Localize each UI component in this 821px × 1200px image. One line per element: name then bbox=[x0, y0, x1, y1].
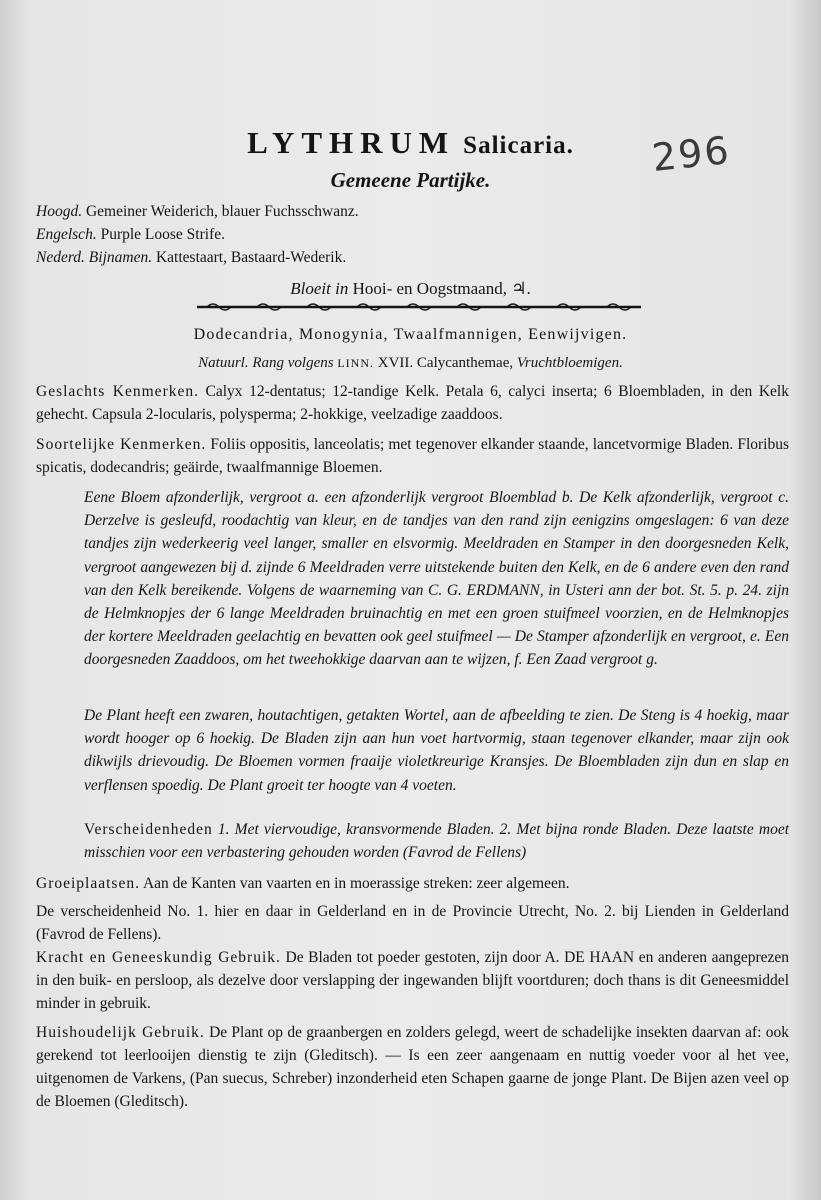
section-text: De Bladen tot poeder gestoten, zijn door A. DE HAAN en anderen aangeprezen in den buik- en persloop, als dezelve door verslapping der ingewanden blijft voortduren; doch thans is dit Geneesmiddel minder in gebruik. bbox=[36, 949, 790, 1012]
bloei-text: Hooi- en Oogstmaand, ♃. bbox=[352, 279, 531, 298]
linnaean-class: Dodecandria, Monogynia, Twaalfmannigen, Eenwijvigen. bbox=[193, 326, 628, 343]
section-groeiplaatsen bbox=[36, 872, 789, 895]
natural-order bbox=[0, 355, 821, 372]
page-number-handwritten: 296 bbox=[649, 128, 733, 180]
section-verscheidenheid-locaties bbox=[36, 900, 789, 946]
order-linn: LINN. bbox=[337, 356, 374, 370]
name-text: Kattestaart, Bastaard-Wederik. bbox=[155, 249, 347, 266]
description-plant: De Plant heeft een zwaren, houtachtigen, getakten Wortel, aan de afbeelding te zien. De Steng is 4 hoekig, maar wordt hooger op 6 hoekig. De Bladen zijn aan hun voet hartvormig, staan tegenover elkander, maar zijn ook dikwijls drievoudig. De Bloemen vormen fraaije violetkreurige Kransjes. De Bloembladen zijn dun en slap en verflensen spoedig. De Plant groeit ter hoogte van 4 voeten. bbox=[84, 707, 789, 794]
order-number: XVII. bbox=[377, 355, 414, 371]
section-geslachts bbox=[36, 380, 789, 426]
flowering-line bbox=[0, 279, 821, 299]
order-pre: Natuurl. Rang volgens bbox=[198, 355, 334, 371]
section-heading: Huishoudelijk Gebruik. bbox=[36, 1024, 205, 1041]
bloei-label: Bloeit in bbox=[290, 279, 349, 298]
section-text: De verscheidenheid No. 1. hier en daar in Gelderland en in de Provincie Utrecht, No. 2. bij Lienden in Gelderland (Favrod de Fellens). bbox=[36, 903, 789, 943]
section-heading: Kracht en Geneeskundig Gebruik. bbox=[36, 949, 281, 966]
name-hoogd bbox=[36, 203, 359, 221]
page-title bbox=[0, 125, 821, 161]
section-heading: Soortelijke Kenmerken. bbox=[36, 436, 207, 453]
description-flower: Eene Bloem afzonderlijk, vergroot a. een afzonderlijk vergroot Bloemblad b. De Kelk afzonderlijk, vergroot c. Derzelve is gesleufd, roodachtig van kleur, en de tandjes van den rand zijn eenigzins omgeslagen: 6 van deze tandjes zijn wederkeerig veel langer, smaller en elsvormig. Meeldraden en Stamper in den doorgesneden Kelk, vergroot aangewezen bij d. zijnde 6 Meeldraden verre uitstekende buiten den Kelk, en de 6 andere even den rand van den Kelk bereikende. Volgens de waarneming van C. G. ERDMANN, in Usteri ann der bot. St. 5. p. 24. zijn de Helmknopjes der 6 lange Meeldraden bruinachtig en met een groen stuifmeel voorzien, en de Helmknopjes der kortere Meeldraden geelachtig en bevatten ook geel stuifmeel — De Stamper afzonderlijk en vergroot, e. Een doorgesneden Zaaddoos, om het tweehokkige daarvan aan te wijzen, f. Een Zaad vergroot g. bbox=[84, 489, 789, 669]
section-text: Calyx 12-dentatus; 12-tandige Kelk. Petala 6, calyci inserta; 6 Bloembladen, in den Kelk gehecht. Capsula 2-locularis, polysperma; 2-hokkige, veelzadige zaaddoos. bbox=[36, 383, 789, 423]
section-heading: Groeiplaatsen. bbox=[36, 875, 140, 892]
name-text: Purple Loose Strife. bbox=[100, 226, 225, 243]
section-kracht bbox=[36, 946, 789, 1015]
name-label: Engelsch. bbox=[36, 226, 97, 243]
order-dutch: Vruchtbloemigen. bbox=[516, 355, 623, 371]
name-label: Nederd. Bijnamen. bbox=[36, 249, 153, 266]
name-nederd bbox=[36, 249, 346, 267]
section-heading: Verscheidenheden bbox=[84, 821, 213, 838]
dutch-name: Gemeene Partijke. bbox=[330, 168, 491, 192]
title-genus: LYTHRUM bbox=[247, 125, 456, 160]
section-text: Aan de Kanten van vaarten en in moerassige streken: zeer algemeen. bbox=[142, 875, 570, 892]
name-label: Hoogd. bbox=[36, 203, 83, 220]
title-species: Salicaria. bbox=[463, 132, 574, 159]
section-heading: Geslachts Kenmerken. bbox=[36, 383, 199, 400]
section-verscheidenheden bbox=[84, 818, 789, 864]
section-text: 1. Met viervoudige, kransvormende Bladen. 2. Met bijna ronde Bladen. Deze laatste moet misschien voor een verbastering gehouden worden (Favrod de Fellens) bbox=[84, 821, 790, 862]
ornamental-rule bbox=[197, 300, 641, 314]
section-huishoudelijk bbox=[36, 1021, 789, 1113]
section-soortelijke bbox=[36, 433, 789, 479]
section-text: Foliis oppositis, lanceolatis; met tegenover elkander staande, lancetvormige Bladen. Floribus spicatis, dodecandris; geäirde, twaalfmannige Bloemen. bbox=[36, 436, 789, 476]
name-text: Gemeiner Weiderich, blauer Fuchsschwanz. bbox=[85, 203, 359, 220]
section-text: De Plant op de graanbergen en zolders gelegd, weert de schadelijke insekten daarvan af: ook gerekend tot leerlooijen dienstig te zijn (Gleditsch). — Is een zeer aangenaam en nuttig voeder voor al het vee, uitgenomen de Varkens, (Pan suecus, Schreber) inzonderheid eten Schapen gaarne de jonge Plant. De Bijen azen veel op de Bloemen (Gleditsch). bbox=[36, 1024, 790, 1110]
name-engelsch bbox=[36, 226, 225, 244]
order-latin: Calycanthemae, bbox=[416, 355, 514, 371]
